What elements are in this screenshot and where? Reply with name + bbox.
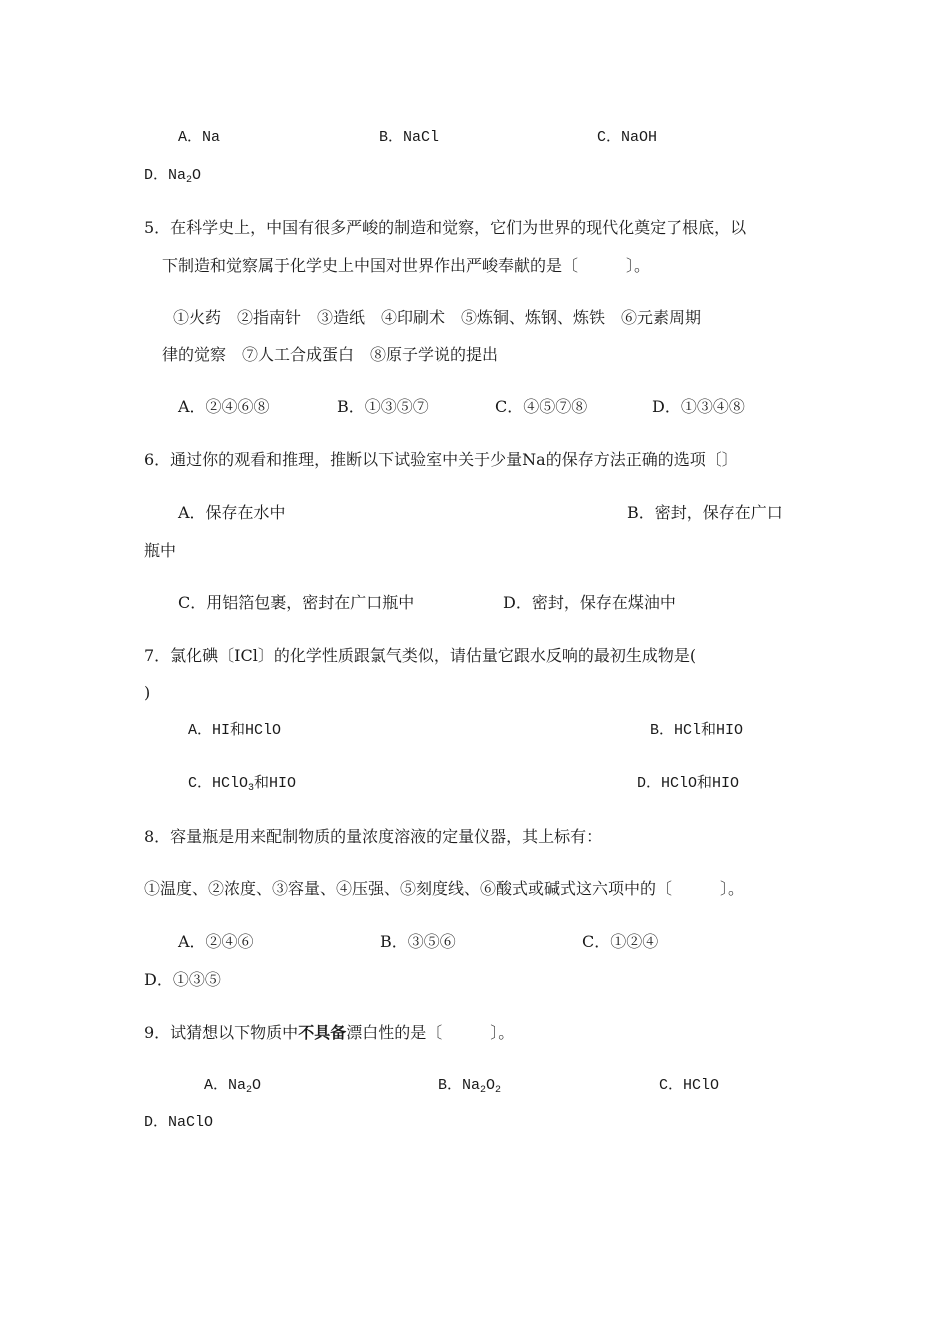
q5-stem-line1: 5．在科学史上，中国有很多严峻的制造和觉察，它们为世界的现代化奠定了根底，以 [144, 218, 747, 237]
q9-stem-emphasis: 不具备 [298, 1023, 347, 1042]
q8-option-b: B．③⑤⑥ [380, 932, 456, 951]
q5-items-line1: ①火药 ②指南针 ③造纸 ④印刷术 ⑤炼铜、炼钢、炼铁 ⑥元素周期 [173, 308, 702, 327]
q4-option-d-sub: 2 [186, 175, 193, 186]
q6-stem: 6．通过你的观看和推理，推断以下试验室中关于少量Na的保存方法正确的选项〔〕 [144, 450, 738, 469]
q9-option-a-sub: 2 [246, 1085, 253, 1096]
q6-option-a: A．保存在水中 [178, 503, 286, 522]
q9-stem-suffix: 漂白性的是〔 〕。 [346, 1023, 515, 1042]
q9-stem-prefix: 9．试猜想以下物质中 [144, 1023, 299, 1042]
q9-option-a-suffix: O [252, 1077, 262, 1094]
q5-stem-line2: 下制造和觉察属于化学史上中国对世界作出严峻奉献的是〔 〕。 [162, 256, 651, 275]
q7-option-c-sub: 3 [248, 783, 255, 794]
q4-option-c: C．NaOH [597, 129, 658, 146]
q4-option-b: B．NaCl [379, 129, 440, 146]
q7-option-a: A．HI和HClO [188, 722, 282, 739]
q8-option-d: D．①③⑤ [144, 970, 221, 989]
q5-option-a: A．②④⑥⑧ [178, 397, 270, 416]
q8-option-a: A．②④⑥ [178, 932, 254, 951]
q9-option-c: C．HClO [659, 1077, 720, 1094]
q9-option-a-prefix: A．Na [204, 1077, 247, 1094]
q7-option-b: B．HCl和HIO [650, 722, 744, 739]
q6-option-b-cont: 瓶中 [144, 541, 177, 560]
q6-option-d: D．密封，保存在煤油中 [503, 593, 676, 612]
q7-option-c-prefix: C．HClO [188, 775, 249, 792]
q8-stem-line1: 8．容量瓶是用来配制物质的量浓度溶液的定量仪器，其上标有： [144, 827, 603, 846]
q9-option-b-prefix: B．Na [438, 1077, 481, 1094]
q6-option-b: B．密封，保存在广口 [627, 503, 783, 522]
q4-option-d-prefix: D．Na [144, 167, 187, 184]
q9-option-d: D．NaClO [144, 1114, 214, 1131]
q5-option-b: B．①③⑤⑦ [337, 397, 429, 416]
q9-option-b-mid: O [486, 1077, 496, 1094]
q9-option-b [438, 1076, 501, 1096]
q7-stem-line1: 7．氯化碘〔ICl〕的化学性质跟氯气类似，请估量它跟水反响的最初生成物是( [144, 646, 697, 665]
q4-option-a: A．Na [178, 129, 221, 146]
q7-option-c [188, 774, 296, 794]
q4-option-d-suffix: O [192, 167, 202, 184]
q5-option-d: D．①③④⑧ [652, 397, 745, 416]
q5-items-line2: 律的觉察 ⑦人工合成蛋白 ⑧原子学说的提出 [162, 345, 499, 364]
q9-option-b-sub1: 2 [480, 1085, 487, 1096]
q7-option-d: D．HClO和HIO [637, 775, 740, 792]
q8-stem-line2: ①温度、②浓度、③容量、④压强、⑤刻度线、⑥酸式或碱式这六项中的〔 〕。 [144, 879, 745, 898]
q7-option-c-suffix: 和HIO [254, 775, 297, 792]
q8-option-c: C．①②④ [582, 932, 659, 951]
q9-option-b-sub2: 2 [495, 1085, 502, 1096]
q7-stem-line2: ) [144, 683, 151, 702]
q5-option-c: C．④⑤⑦⑧ [495, 397, 588, 416]
q4-option-d [144, 166, 201, 186]
q6-option-c: C．用铝箔包裹，密封在广口瓶中 [178, 593, 415, 612]
q9-option-a [204, 1076, 261, 1096]
q9-stem [144, 1023, 514, 1043]
